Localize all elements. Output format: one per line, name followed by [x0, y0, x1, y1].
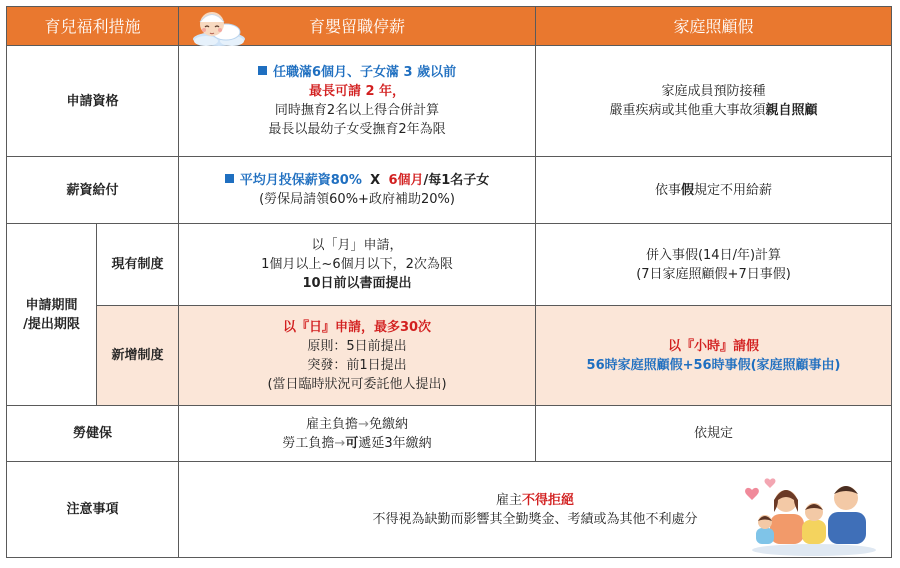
row-label-period: 申請期間 /提出期限 — [7, 224, 97, 406]
header-parental-leave: 育嬰留職停薪 — [179, 7, 536, 46]
blue-square-bullet-icon — [225, 174, 234, 183]
period-current-parental-cell — [179, 224, 536, 306]
period-current-line1: 以「月」申請， — [311, 238, 403, 253]
row-label-new-system: 新增制度 — [97, 306, 179, 406]
eligibility-family-line2: 嚴重疾病或其他重大事故須親自照顧 — [609, 103, 818, 118]
notes-line1: 雇主不得拒絕 — [496, 492, 575, 508]
row-salary — [7, 157, 892, 224]
insurance-family-cell: 依規定 — [536, 406, 892, 462]
insurance-line1: 雇主負擔→免繳納 — [306, 416, 408, 432]
period-new-family-line2: 56時家庭照顧假+56時事假(家庭照顧事由) — [586, 357, 841, 373]
period-current-line3: 10日前以書面提出 — [302, 276, 412, 291]
period-new-family-line1: 以『小時』請假 — [668, 338, 760, 354]
family-illustration-icon — [742, 474, 882, 556]
eligibility-family-cell — [536, 46, 892, 157]
period-new-line4: (當日臨時狀況可委託他人提出) — [267, 376, 447, 392]
row-label-current-system: 現有制度 — [97, 224, 179, 306]
period-current-family-line1: 併入事假(14日/年)計算 — [645, 247, 782, 263]
row-label-notes: 注意事項 — [7, 462, 179, 558]
arrow-right-icon: → — [358, 416, 369, 432]
eligibility-parental-line1: 任職滿6個月、子女滿 3 歲以前 — [185, 63, 529, 82]
header-family-care-leave: 家庭照顧假 — [536, 7, 892, 46]
eligibility-family-line1: 家庭成員預防接種 — [661, 84, 766, 99]
row-period-current — [7, 224, 892, 306]
period-current-family-cell — [536, 224, 892, 306]
insurance-parental-cell — [179, 406, 536, 462]
arrow-right-icon: → — [334, 435, 346, 451]
eligibility-parental-cell — [179, 46, 536, 157]
salary-family-cell: 依事假規定不用給薪 — [536, 157, 892, 224]
header-row — [7, 7, 892, 46]
eligibility-parental-line3: 同時撫育2名以上得合併計算 — [274, 103, 440, 118]
period-current-line2: 1個月以上~6個月以下，2次為限 — [261, 257, 453, 272]
eligibility-parental-line2: 最長可請 2 年， — [308, 84, 406, 99]
insurance-line2: 勞工負擔→可遞延3年繳納 — [282, 435, 432, 451]
period-new-line2: 原則：5日前提出 — [307, 338, 407, 354]
row-label-eligibility: 申請資格 — [7, 46, 179, 157]
period-new-family-cell — [536, 306, 892, 406]
salary-parental-line2: (勞保局請領60%+政府補助20%) — [259, 192, 455, 207]
blue-square-bullet-icon — [258, 66, 267, 75]
period-new-parental-cell — [179, 306, 536, 406]
period-current-family-line2: (7日家庭照顧假+7日事假) — [636, 266, 791, 282]
row-insurance — [7, 406, 892, 462]
salary-parental-cell — [179, 157, 536, 224]
period-new-line3: 突發：前1日提出 — [307, 357, 407, 373]
salary-parental-line1: 平均月投保薪資80% X 6個月/每1名子女 — [185, 171, 529, 190]
header-benefit-measures: 育兒福利措施 — [7, 7, 179, 46]
notes-line2: 不得視為缺勤而影響其全勤獎金、考績或為其他不利處分 — [372, 511, 698, 527]
row-eligibility — [7, 46, 892, 157]
period-new-line1: 以『日』申請，最多30次 — [282, 319, 432, 335]
eligibility-parental-line4: 最長以最幼子女受撫育2年為限 — [268, 122, 446, 137]
row-label-salary: 薪資給付 — [7, 157, 179, 224]
baby-illustration-icon — [188, 7, 250, 47]
row-period-new — [7, 306, 892, 406]
row-label-insurance: 勞健保 — [7, 406, 179, 462]
